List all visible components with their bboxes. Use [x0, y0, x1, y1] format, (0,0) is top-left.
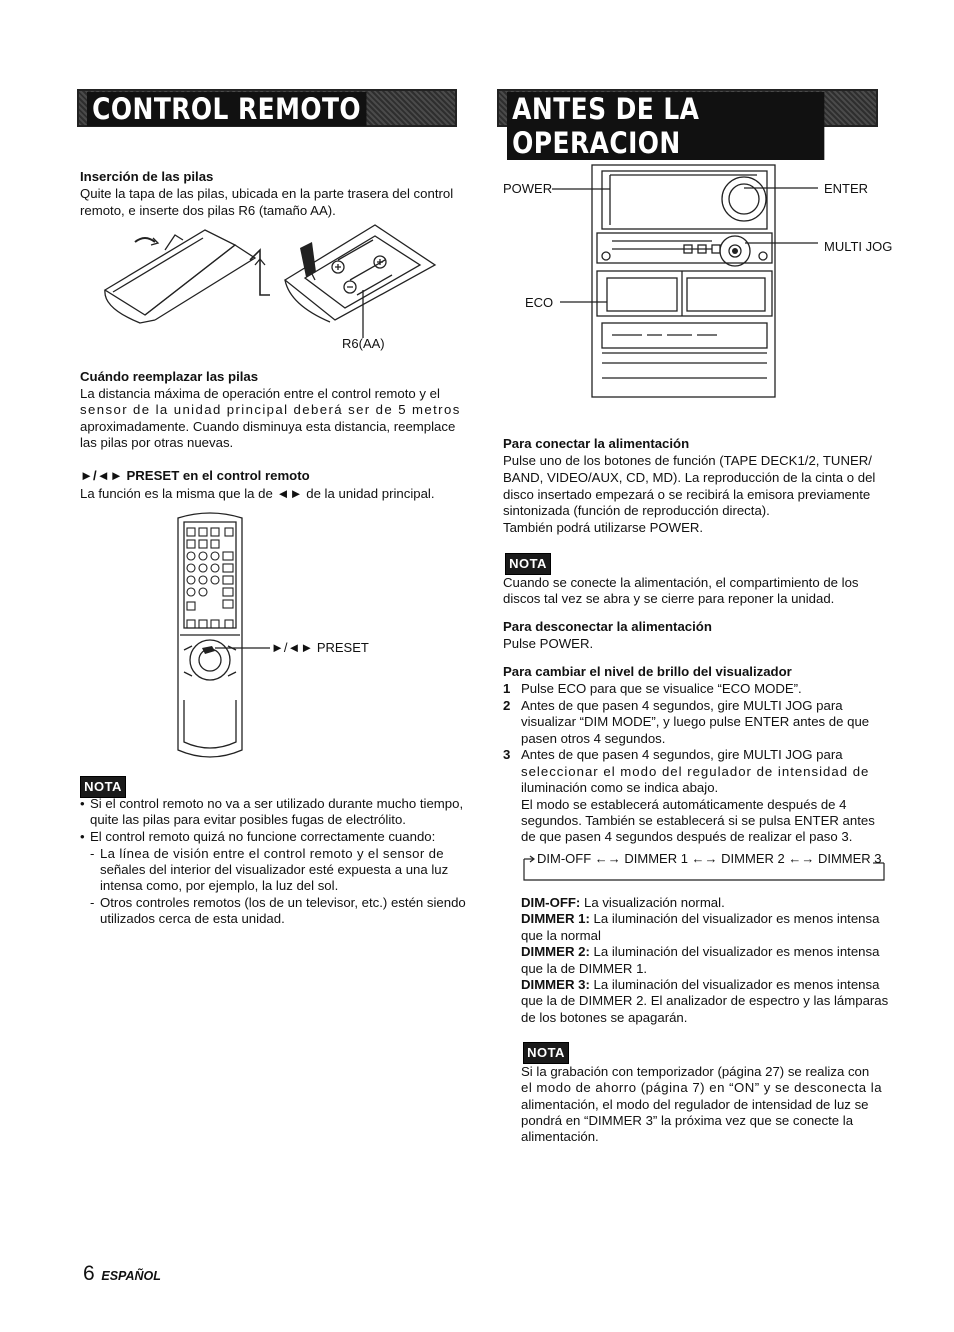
dimmer3-desc-l2: que la de DIMMER 2. El analizador de espectro y las lámparas — [521, 993, 889, 1008]
dash-mark: - — [90, 846, 95, 861]
brillo-step-3-l4: El modo se establecerá automáticamente después de 4 — [521, 797, 847, 812]
dim-off-key: DIM-OFF: — [521, 895, 581, 910]
figure-label-power: POWER — [503, 181, 553, 196]
conectar-line-5: También podrá utilizarse POWER. — [503, 520, 704, 535]
heading-conectar: Para conectar la alimentación — [503, 436, 690, 451]
dimmer3-desc-l3: de los botones se apagarán. — [521, 1010, 688, 1025]
step-number-2: 2 — [503, 698, 511, 713]
nota-left-d1-l1: La línea de visión entre el control remoto y el sensor de — [100, 846, 444, 861]
preset-leader-line — [215, 640, 275, 654]
nota2-line-1: Si la grabación con temporizador (página 27) se realiza con — [521, 1064, 870, 1079]
dimmer2-value: La iluminación del visualizador es menos intensa — [593, 944, 880, 959]
nota-left-d1-l2: señales del interior del visualizador esté expuesta a una luz — [100, 862, 449, 877]
conectar-line-1: Pulse uno de los botones de función (TAPE DECK1/2, TUNER/ — [503, 453, 872, 468]
figure-label-multi-jog: MULTI JOG — [824, 239, 893, 254]
nota-left-b1-l1: Si el control remoto no va a ser utilizado durante mucho tiempo, — [90, 796, 464, 811]
dim-off-value: La visualización normal. — [584, 895, 725, 910]
step-number-3: 3 — [503, 747, 511, 762]
nota-left-b2-l1: El control remoto quizá no funcione correctamente cuando: — [90, 829, 436, 844]
remote-control-illustration — [170, 510, 250, 766]
heading-preset: ►/◄► PRESET en el control remoto — [80, 468, 310, 483]
nota-left-d2-l2: utilizados cerca de esta unidad. — [100, 911, 285, 926]
banner-title: CONTROL REMOTO — [87, 92, 366, 126]
nota2-line-4: pondrá en “DIMMER 3” la próxima vez que se conecte la — [521, 1113, 854, 1128]
brillo-step-3-l6: de que pasen 4 segundos después de realizar el paso 3. — [521, 829, 853, 844]
nota1-line-1: Cuando se conecte la alimentación, el compartimiento de los — [503, 575, 859, 590]
conectar-line-3: disco insertado empezará o se recibirá la emisora previamente — [503, 487, 871, 502]
nota-left-d1-l3: intensa como, por ejemplo, la luz del sol. — [100, 878, 339, 893]
conectar-line-2: BAND, VIDEO/AUX, CD, MD). La reproducción de la cinta o del — [503, 470, 876, 485]
cuando-line-3: aproximadamente. Cuando disminuya esta distancia, reemplace — [80, 419, 456, 434]
brillo-step-2-l1: Antes de que pasen 4 segundos, gire MULTI JOG para — [521, 698, 843, 713]
brillo-step-1: Pulse ECO para que se visualice “ECO MODE”. — [521, 681, 802, 696]
dimmer1-key: DIMMER 1: — [521, 911, 590, 926]
nota2-line-3: alimentación, el modo del regulador de intensidad de luz se — [521, 1097, 869, 1112]
banner-title: ANTES DE LA OPERACION — [507, 92, 824, 160]
dimmer3-value: La iluminación del visualizador es menos intensa — [593, 977, 880, 992]
brillo-step-3-l5: segundos. También se establecerá si se pulsa ENTER antes — [521, 813, 875, 828]
dimmer2-desc-l2: que la de DIMMER 1. — [521, 961, 648, 976]
figure-label-enter: ENTER — [824, 181, 869, 196]
dimmer3-desc — [521, 977, 879, 993]
nota-left-b1-l2: quite las pilas para evitar posibles fugas de electrólito. — [90, 812, 406, 827]
preset-figure-label: ►/◄► PRESET — [271, 640, 369, 655]
heading-insercion: Inserción de las pilas — [80, 169, 214, 184]
heading-cuando: Cuándo reemplazar las pilas — [80, 369, 259, 384]
figure-label-eco: ECO — [525, 295, 554, 310]
dimmer2-key: DIMMER 2: — [521, 944, 590, 959]
cuando-line-2: sensor de la unidad principal deberá ser de 5 metros — [80, 402, 461, 417]
dimmer-cycle-text: DIM-OFF ←→ DIMMER 1 ←→ DIMMER 2 ←→ DIMMER 3 — [537, 851, 882, 866]
heading-brillo: Para cambiar el nivel de brillo del visualizador — [503, 664, 792, 679]
nota2-line-2: el modo de ahorro (página 7) en “ON” y se desconecta la — [521, 1080, 883, 1095]
bullet-dot: • — [80, 796, 85, 811]
cuando-line-1: La distancia máxima de operación entre el control remoto y el — [80, 386, 440, 401]
dimmer3-key: DIMMER 3: — [521, 977, 590, 992]
brillo-step-2-l2: visualizar “DIM MODE”, y luego pulse ENTER antes de que — [521, 714, 870, 729]
dim-off-desc — [521, 895, 725, 911]
battery-label: R6(AA) — [342, 336, 385, 351]
brillo-step-3-l1: Antes de que pasen 4 segundos, gire MULTI JOG para — [521, 747, 843, 762]
nota2-line-5: alimentación. — [521, 1129, 599, 1144]
section-banner-antes-de-la-operacion — [497, 89, 878, 160]
desconectar-text: Pulse POWER. — [503, 636, 594, 651]
nota-badge-right-2: NOTA — [523, 1042, 569, 1064]
nota-left-d2-l1: Otros controles remotos (los de un televisor, etc.) estén siendo — [100, 895, 466, 910]
nota1-line-2: discos tal vez se abra y se cierre para reponer la unidad. — [503, 591, 835, 606]
dimmer1-desc — [521, 911, 879, 927]
section-banner-control-remoto — [77, 89, 457, 127]
dimmer2-desc — [521, 944, 879, 960]
page-footer — [83, 1262, 161, 1285]
footer-language: ESPAÑOL — [101, 1269, 161, 1283]
battery-insertion-illustration — [95, 220, 445, 355]
nota-badge-left: NOTA — [80, 776, 126, 798]
brillo-step-3-l3: iluminación como se indica abajo. — [521, 780, 719, 795]
heading-desconectar: Para desconectar la alimentación — [503, 619, 712, 634]
cuando-line-4: las pilas por otras nuevas. — [80, 435, 234, 450]
dimmer1-desc-l2: que la normal — [521, 928, 601, 943]
brillo-step-2-l3: pasen otros 4 segundos. — [521, 731, 666, 746]
step-number-1: 1 — [503, 681, 511, 696]
conectar-line-4: sintonizada (función de reproducción directa). — [503, 503, 770, 518]
preset-text: La función es la misma que la de ◄► de la unidad principal. — [80, 486, 435, 501]
page-number: 6 — [83, 1262, 95, 1285]
insercion-text-2: remoto, e inserte dos pilas R6 (tamaño AA). — [80, 203, 336, 218]
stereo-unit-illustration — [552, 163, 832, 403]
nota-badge-right-1: NOTA — [505, 553, 551, 575]
brillo-step-3-l2: seleccionar el modo del regulador de intensidad de — [521, 764, 870, 779]
dash-mark: - — [90, 895, 95, 910]
bullet-dot: • — [80, 829, 85, 844]
insercion-text-1: Quite la tapa de las pilas, ubicada en la parte trasera del control — [80, 186, 454, 201]
dimmer1-value: La iluminación del visualizador es menos intensa — [593, 911, 880, 926]
